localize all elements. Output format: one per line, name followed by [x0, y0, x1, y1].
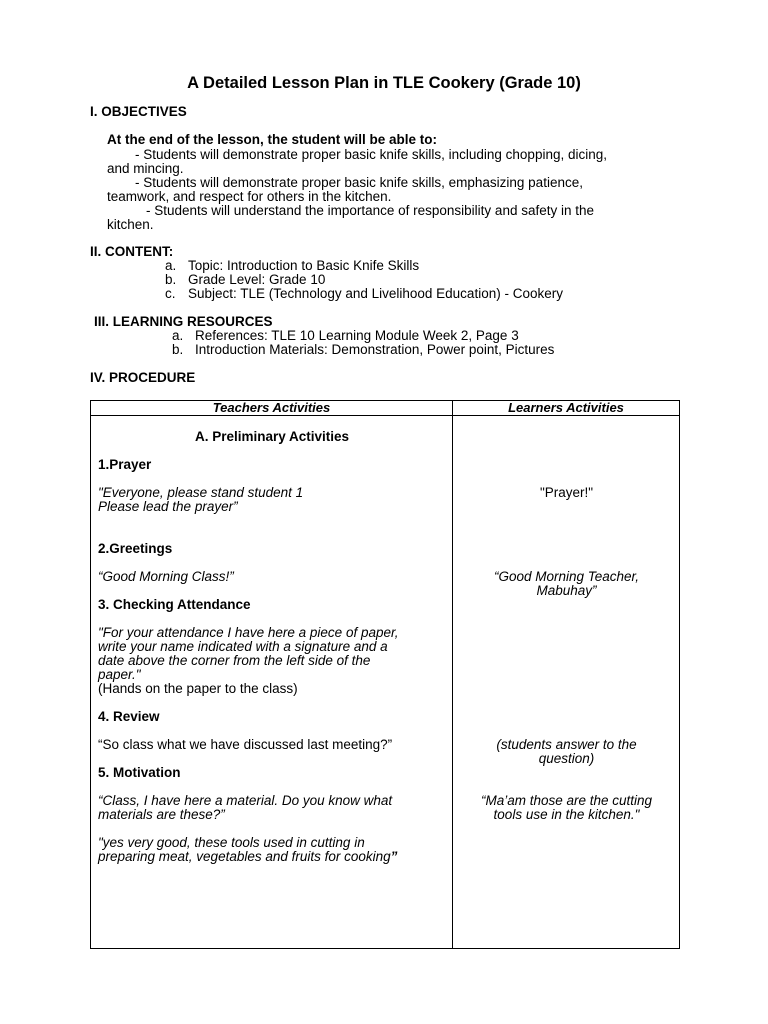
teacher-activities-cell [91, 416, 453, 949]
review-teacher: “So class what we have discussed last meeting?” [98, 737, 393, 752]
procedure-table-body [91, 416, 680, 949]
teacher-activities-header: Teachers Activities [91, 401, 453, 416]
objective-3-line-2: kitchen. [107, 217, 154, 232]
content-item-subject: Subject: TLE (Technology and Livelihood Education) - Cookery [188, 286, 563, 301]
attendance-note: (Hands on the paper to the class) [98, 681, 298, 696]
greetings-learner-line-2: Mabuhay” [536, 583, 597, 598]
prayer-label: 1.Prayer [98, 457, 152, 472]
greetings-label: 2.Greetings [98, 541, 173, 556]
review-learner-line-1: (students answer to the [496, 737, 637, 752]
procedure-table-header [91, 401, 680, 416]
prayer-teacher-line-2: Please lead the prayer” [98, 499, 238, 514]
review-learner-line-2: question) [538, 751, 595, 766]
greetings-teacher: “Good Morning Class!” [98, 569, 234, 584]
content-item-a-marker: a. [165, 258, 177, 273]
procedure-heading: IV. PROCEDURE [90, 370, 196, 385]
content-heading: II. CONTENT: [90, 244, 174, 259]
content-item-grade: Grade Level: Grade 10 [188, 272, 326, 287]
learner-activities-header: Learners Activities [453, 401, 680, 416]
motivation-followup-line-2 [98, 850, 397, 864]
objective-1-line-1: - Students will demonstrate proper basic knife skills, including chopping, dicing, [135, 147, 607, 162]
motivation-followup-text: preparing meat, vegetables and fruits for cooking [98, 849, 391, 864]
resources-item-b-marker: b. [172, 342, 184, 357]
attendance-label: 3. Checking Attendance [98, 597, 251, 612]
content-item-topic: Topic: Introduction to Basic Knife Skills [188, 258, 420, 273]
objective-3-line-1: - Students will understand the importance of responsibility and safety in the [146, 203, 594, 218]
learner-activities-cell [453, 416, 680, 949]
greetings-learner-line-1: “Good Morning Teacher, [493, 569, 640, 584]
attendance-teacher-line-2: write your name indicated with a signature and a [98, 639, 388, 654]
attendance-teacher-line-1: "For your attendance I have here a piece of paper, [98, 625, 399, 640]
attendance-teacher-line-4: paper." [98, 667, 141, 682]
objectives-heading: I. OBJECTIVES [90, 104, 187, 119]
review-label: 4. Review [98, 709, 160, 724]
attendance-teacher-line-3: date above the corner from the left side of the [98, 653, 371, 668]
objectives-intro: At the end of the lesson, the student will be able to: [107, 132, 438, 147]
content-item-b-marker: b. [165, 272, 177, 287]
preliminary-activities-heading: A. Preliminary Activities [194, 429, 350, 444]
resources-heading: III. LEARNING RESOURCES [94, 314, 273, 329]
prayer-learner: "Prayer!" [539, 485, 594, 500]
page-title: A Detailed Lesson Plan in TLE Cookery (Grade 10) [187, 74, 581, 92]
resources-item-a-marker: a. [172, 328, 184, 343]
resources-item-materials: Introduction Materials: Demonstration, Power point, Pictures [195, 342, 555, 357]
motivation-teacher-line-2: materials are these?” [98, 807, 225, 822]
motivation-label: 5. Motivation [98, 765, 181, 780]
motivation-followup-quote: ” [390, 849, 398, 864]
objective-2-line-1: - Students will demonstrate proper basic knife skills, emphasizing patience, [135, 175, 583, 190]
motivation-teacher-line-1: “Class, I have here a material. Do you know what [98, 793, 393, 808]
procedure-table [90, 400, 680, 949]
resources-item-references: References: TLE 10 Learning Module Week 2, Page 3 [195, 328, 519, 343]
prayer-teacher-line-1: "Everyone, please stand student 1 [98, 485, 304, 500]
objective-1-line-2: and mincing. [107, 161, 184, 176]
objective-2-line-2: teamwork, and respect for others in the kitchen. [107, 189, 392, 204]
motivation-followup-line-1: "yes very good, these tools used in cutting in [98, 835, 365, 850]
content-item-c-marker: c. [165, 286, 176, 301]
motivation-learner-line-2: tools use in the kitchen." [493, 807, 640, 822]
motivation-learner-line-1: “Ma’am those are the cutting [480, 793, 653, 808]
